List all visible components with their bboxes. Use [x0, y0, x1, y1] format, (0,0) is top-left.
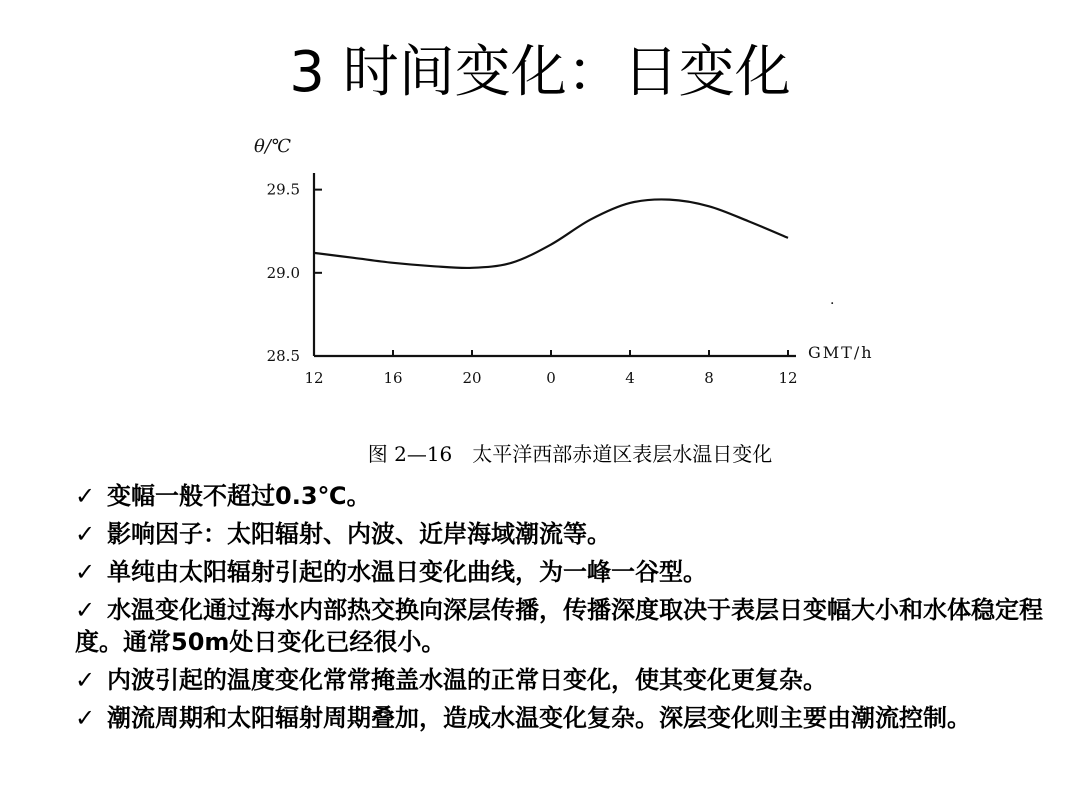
bullet-text: 水温变化通过海水内部热交换向深层传播，传播深度取决于表层日变幅大小和水体稳定程度。通常50m处日变化已经很小。 [75, 596, 1043, 656]
bullet-item [75, 664, 1050, 696]
checkmark-icon: ✓ [75, 704, 96, 732]
x-axis-label: GMT/h [808, 343, 874, 362]
y-axis-label: θ/℃ [254, 136, 292, 157]
checkmark-icon: ✓ [75, 482, 96, 510]
x-tick-label: 20 [462, 369, 482, 387]
figure-caption: 图 2—16 太平洋西部赤道区表层水温日变化 [367, 442, 773, 466]
bullet-text: 内波引起的温度变化常常掩盖水温的正常日变化，使其变化更复杂。 [107, 666, 827, 694]
y-tick-label: 29.5 [266, 180, 300, 199]
checkmark-icon: ✓ [75, 596, 96, 624]
chart-series [314, 199, 788, 268]
x-tick-label: 16 [383, 369, 403, 387]
bullet-text: 潮流周期和太阳辐射周期叠加，造成水温变化复杂。深层变化则主要由潮流控制。 [107, 704, 971, 732]
bullet-list [75, 480, 1050, 740]
bullet-text: 单纯由太阳辐射引起的水温日变化曲线，为一峰一谷型。 [107, 558, 707, 586]
temperature-series-line [314, 199, 788, 268]
chart-axes [314, 173, 796, 356]
bullet-item [75, 556, 1050, 588]
y-tick-label: 28.5 [266, 347, 300, 365]
bullet-text: 影响因子：太阳辐射、内波、近岸海域潮流等。 [107, 520, 611, 548]
slide-title: 3 时间变化：日变化 [289, 40, 791, 105]
bullet-item [75, 480, 1050, 512]
bullet-text: 变幅一般不超过0.3℃。 [107, 482, 371, 510]
x-tick-label: 4 [625, 369, 635, 387]
y-tick-label: 29.0 [266, 263, 300, 282]
checkmark-icon: ✓ [75, 558, 96, 586]
x-tick-label: 8 [704, 369, 714, 387]
x-tick-label: 0 [546, 369, 556, 387]
bullet-item [75, 594, 1050, 658]
checkmark-icon: ✓ [75, 666, 96, 694]
stray-mark: · [830, 296, 835, 312]
bullet-item [75, 702, 1050, 734]
checkmark-icon: ✓ [75, 520, 96, 548]
bullet-item [75, 518, 1050, 550]
x-tick-label: 12 [778, 369, 798, 387]
diurnal-temperature-chart [240, 128, 890, 393]
x-tick-label: 12 [304, 369, 324, 387]
